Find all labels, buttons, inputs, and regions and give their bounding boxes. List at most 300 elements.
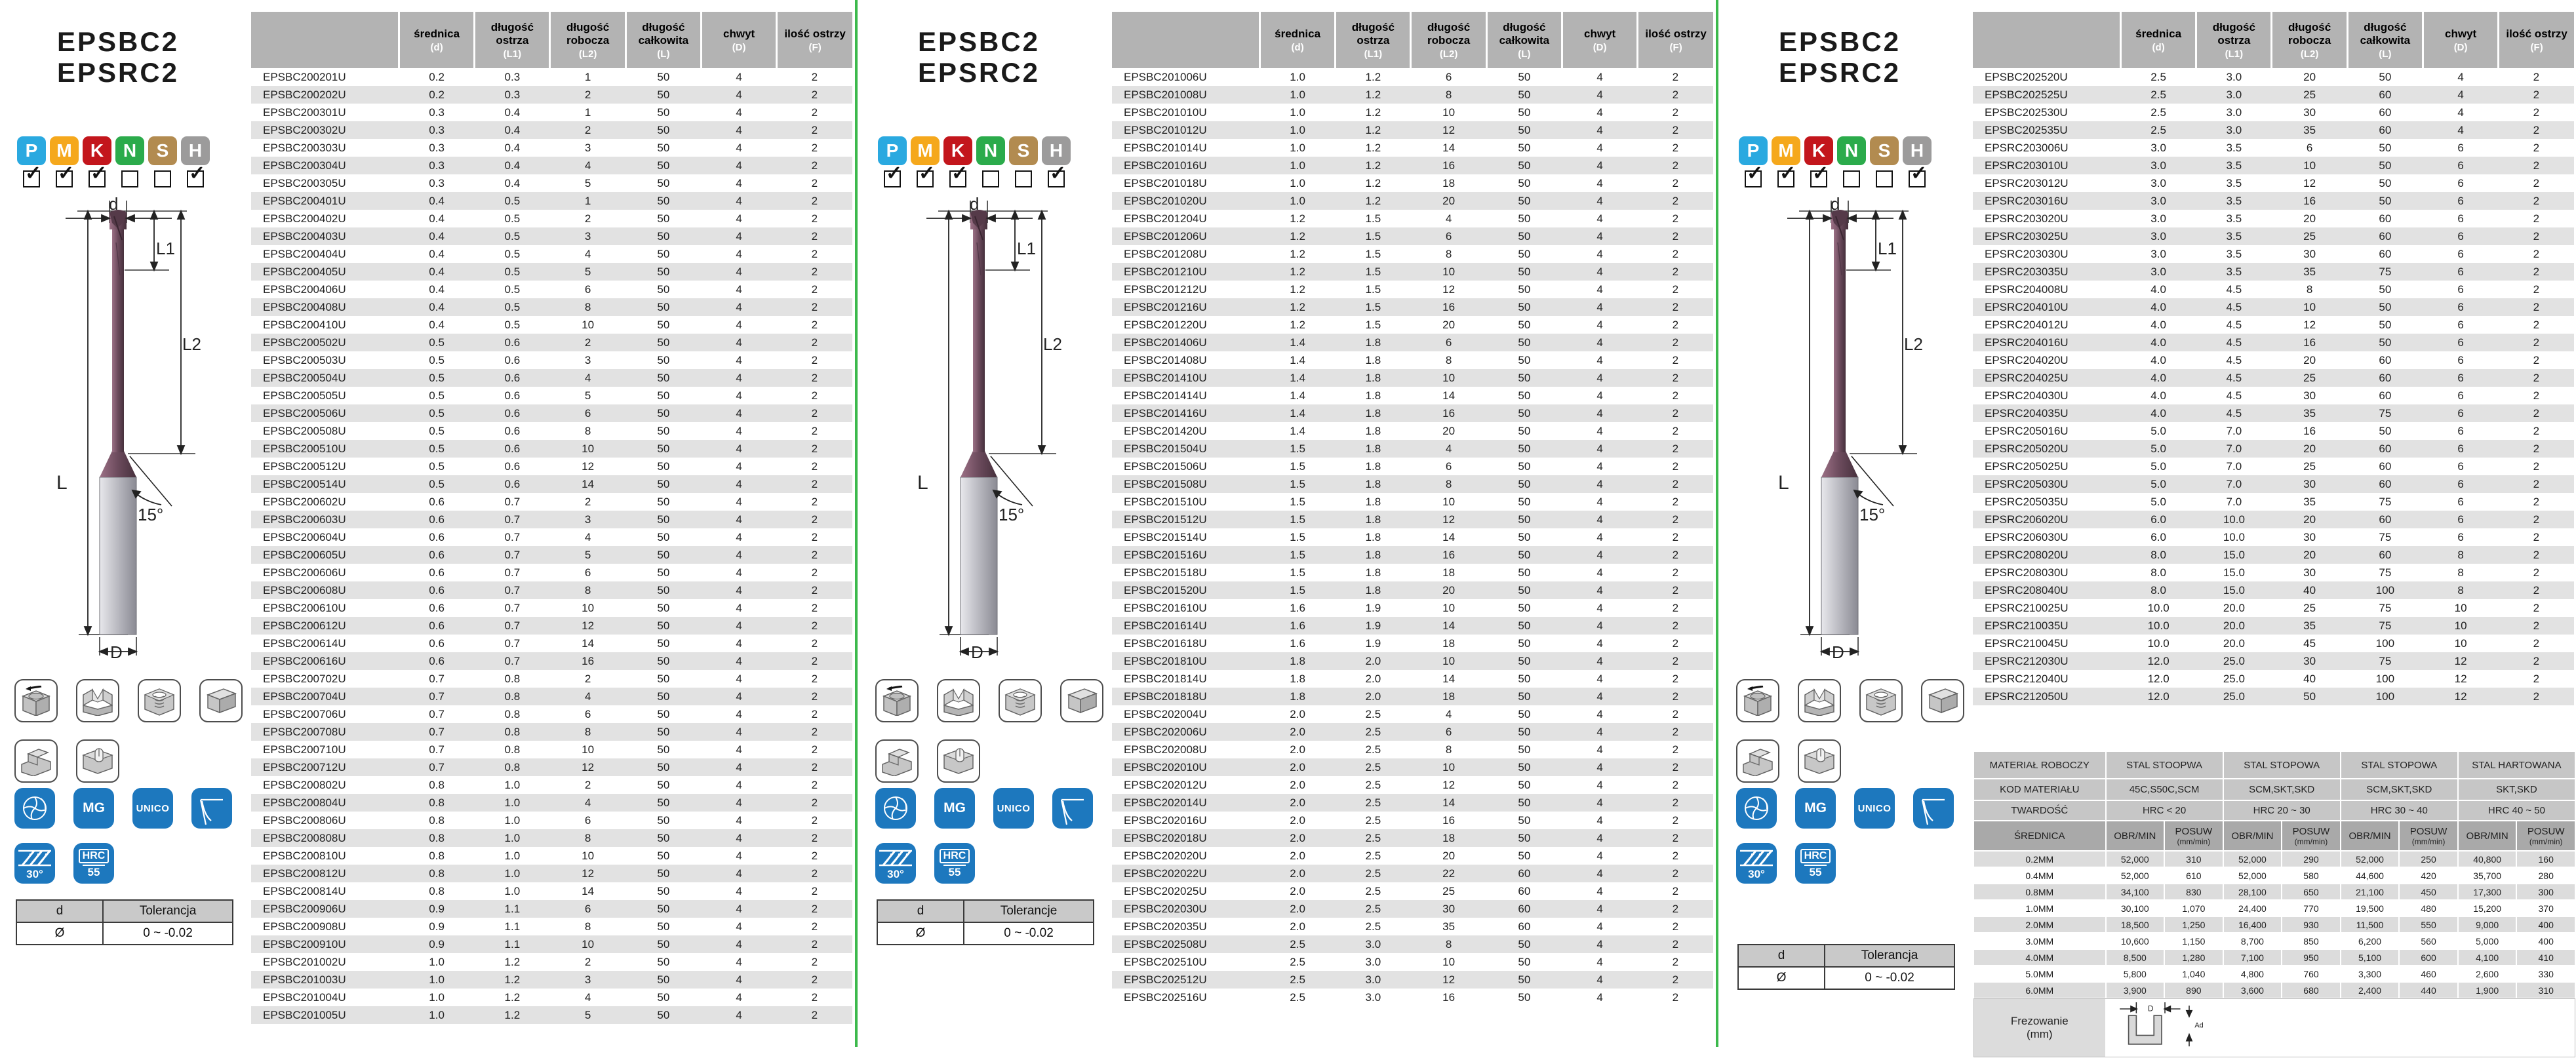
table-row: [1973, 581, 2574, 599]
part-number-cell: EPSBC201018U: [1124, 176, 1207, 189]
value-cell: 2: [2533, 229, 2540, 243]
value-cell: 4.0: [2150, 406, 2166, 420]
value-cell: 4: [1596, 672, 1603, 685]
part-number-cell: EPSBC200202U: [263, 88, 346, 101]
table-row: [1112, 900, 1713, 918]
value-cell: 8: [2306, 283, 2313, 296]
value-cell: 2.5: [1365, 813, 1381, 827]
value-cell: 480: [2421, 903, 2436, 914]
value-cell: 50: [2379, 424, 2392, 437]
value-cell: 2: [1672, 194, 1679, 207]
value-cell: 0.7: [504, 566, 521, 579]
value-cell: 1.2: [504, 973, 521, 986]
value-cell: 8: [584, 424, 591, 437]
value-cell: 300: [2517, 884, 2575, 899]
material-h-checkbox: [1909, 163, 1928, 187]
value-cell: 10.0: [2147, 601, 2170, 614]
part-number-cell: EPSBC200403U: [263, 229, 346, 243]
value-cell: 0.6: [429, 513, 445, 526]
mg-carbide-icon: MG: [934, 788, 975, 829]
value-cell: 850: [2303, 935, 2319, 947]
value-cell: 2: [1672, 513, 1679, 526]
value-cell: 20: [1442, 194, 1456, 207]
value-cell: 30: [2303, 530, 2316, 543]
table-row: [1973, 493, 2574, 511]
value-cell: 50: [1518, 690, 1531, 703]
value-cell: 1.8: [1365, 460, 1381, 473]
table-row: [251, 404, 852, 422]
catalog-panel-3: [1722, 0, 2576, 1047]
iso-material-group: [17, 136, 210, 187]
material-p-checkbox: [1745, 163, 1764, 187]
table-row: [1112, 812, 1713, 829]
value-cell: 2: [811, 159, 818, 172]
value-cell: 50: [2379, 300, 2392, 313]
material-group-4: STAL HARTOWANA: [2459, 752, 2575, 778]
part-number-cell: 0.2MM: [1974, 852, 2105, 867]
value-cell: 4.5: [2226, 283, 2242, 296]
value-cell: 50: [657, 707, 670, 720]
value-cell: 6: [2457, 229, 2464, 243]
value-cell: 2: [1672, 937, 1679, 950]
value-cell: 2: [811, 601, 818, 614]
check-icon: ✓: [886, 163, 903, 184]
value-cell: 4: [1596, 141, 1603, 154]
value-cell: 0.6: [429, 548, 445, 561]
value-cell: 2: [2533, 318, 2540, 331]
value-cell: 2.0: [1290, 849, 1305, 862]
value-cell: 2: [811, 389, 818, 402]
value-cell: 2.0: [1290, 778, 1305, 791]
value-cell: 60: [2379, 106, 2392, 119]
value-cell: 28,100: [2224, 884, 2282, 899]
value-cell: 15.0: [2223, 583, 2245, 597]
value-cell: 50: [657, 389, 670, 402]
value-cell: 3: [584, 353, 591, 366]
value-cell: 1.2: [1290, 212, 1305, 225]
value-cell: 12: [582, 619, 595, 632]
value-cell: 2: [811, 212, 818, 225]
value-cell: 0.4: [429, 318, 445, 331]
value-cell: 50: [1518, 265, 1531, 278]
value-cell: 60: [2379, 460, 2392, 473]
value-cell: 5.0: [2150, 495, 2166, 508]
table-row: [1112, 617, 1713, 635]
value-cell: 50: [1518, 566, 1531, 579]
value-cell: 45: [2303, 637, 2316, 650]
col-working-length: długość robocza (L2): [2272, 12, 2347, 68]
step-milling-icon: [1736, 739, 1779, 783]
table-row: [251, 564, 852, 581]
value-cell: 2.0: [1290, 813, 1305, 827]
hrc55-icon: HRC 55: [1795, 843, 1836, 884]
table-row: [1112, 776, 1713, 794]
value-cell: 50: [1518, 707, 1531, 720]
table-row: [1112, 493, 1713, 511]
value-cell: 4: [736, 106, 742, 119]
part-number-cell: EPSBC202006U: [1124, 725, 1207, 738]
value-cell: 3.0: [2150, 247, 2166, 260]
value-cell: 0.4: [429, 247, 445, 260]
helical-milling-icon: [999, 679, 1042, 722]
value-cell: 35,700: [2473, 870, 2502, 881]
value-cell: 50: [657, 88, 670, 101]
value-cell: 3.5: [2226, 212, 2242, 225]
value-cell: 50: [657, 530, 670, 543]
part-number-cell: EPSBC200605U: [263, 548, 346, 561]
value-cell: 4: [1596, 247, 1603, 260]
value-cell: 4: [736, 336, 742, 349]
value-cell: 600: [2400, 950, 2457, 965]
part-number-cell: EPSBC201506U: [1124, 460, 1207, 473]
value-cell: 1.4: [1290, 406, 1305, 420]
part-number-cell: EPSBC200704U: [263, 690, 346, 703]
part-number-cell: 1.0MM: [2025, 903, 2054, 914]
material-k-checkbox: [1810, 163, 1829, 187]
value-cell: 3: [584, 229, 591, 243]
value-cell: 2: [2533, 247, 2540, 260]
code-group-1: 45C,S50C,SCM: [2107, 779, 2223, 800]
value-cell: 460: [2421, 968, 2436, 979]
table-row: [1112, 104, 1713, 121]
value-cell: 2: [1672, 106, 1679, 119]
value-cell: 1.4: [1290, 389, 1305, 402]
value-cell: 2: [1672, 212, 1679, 225]
value-cell: 6: [2457, 300, 2464, 313]
value-cell: 0.6: [429, 637, 445, 650]
value-cell: 50: [1518, 442, 1531, 455]
series-name-epsbc2: EPSBC2: [56, 26, 180, 57]
value-cell: 16: [1442, 159, 1456, 172]
table-row: [1973, 440, 2574, 458]
tolerance-sym: Ø: [877, 922, 964, 945]
value-cell: 2.5: [1290, 937, 1305, 950]
value-cell: 0.8: [429, 813, 445, 827]
value-cell: 50: [657, 955, 670, 968]
value-cell: 50: [1518, 460, 1531, 473]
value-cell: 7.0: [2226, 477, 2242, 490]
value-cell: 1.0: [1290, 176, 1305, 189]
value-cell: 2: [811, 123, 818, 136]
value-cell: 50: [657, 353, 670, 366]
value-cell: 1.2: [504, 955, 521, 968]
value-cell: 0.8: [504, 672, 521, 685]
table-row: [1112, 192, 1713, 210]
value-cell: 2: [811, 619, 818, 632]
pocket-milling-icon: [76, 739, 119, 783]
value-cell: 4: [736, 70, 742, 83]
value-cell: 50: [657, 477, 670, 490]
value-cell: 0.7: [429, 725, 445, 738]
col-edge-length: długość ostrza (L1): [475, 12, 550, 68]
table-row: [251, 192, 852, 210]
value-cell: 0.8: [504, 707, 521, 720]
table-row: [1974, 966, 2575, 981]
value-cell: 4: [1596, 389, 1603, 402]
value-cell: 2: [811, 247, 818, 260]
value-cell: 1.9: [1365, 619, 1381, 632]
table-row: [1112, 546, 1713, 564]
part-number-cell: EPSRC204010U: [1985, 300, 2069, 313]
value-cell: 50: [657, 176, 670, 189]
value-cell: 1.8: [1365, 371, 1381, 384]
value-cell: 6: [2457, 406, 2464, 420]
table-row: [1112, 882, 1713, 900]
value-cell: 0.8: [429, 849, 445, 862]
value-cell: 50: [1518, 548, 1531, 561]
value-cell: 5: [584, 548, 591, 561]
diagram-d-label: D: [2147, 1004, 2153, 1013]
table-row: [251, 812, 852, 829]
value-cell: 75: [2379, 265, 2392, 278]
value-cell: 10: [2303, 159, 2316, 172]
value-cell: 60: [2379, 477, 2392, 490]
table-row: [251, 617, 852, 635]
material-k-icon: K: [83, 136, 111, 165]
value-cell: 2: [2533, 106, 2540, 119]
value-cell: 8.0: [2150, 583, 2166, 597]
value-cell: 3.0: [2226, 88, 2242, 101]
part-number-cell: EPSBC200606U: [263, 566, 346, 579]
value-cell: 10: [2454, 601, 2467, 614]
value-cell: 450: [2400, 884, 2457, 899]
value-cell: 50: [657, 743, 670, 756]
value-cell: 2: [2533, 566, 2540, 579]
value-cell: 560: [2421, 935, 2436, 947]
dim-label-angle: 15°: [1859, 505, 1886, 524]
value-cell: 16: [582, 654, 595, 667]
slot-milling-icon: [937, 679, 980, 722]
table-row: [251, 440, 852, 458]
part-number-cell: EPSBC201814U: [1124, 672, 1207, 685]
check-icon: ✓: [1779, 163, 1796, 184]
value-cell: 3: [584, 141, 591, 154]
value-cell: 2: [811, 229, 818, 243]
value-cell: 10: [1442, 495, 1456, 508]
part-number-cell: EPSRC205025U: [1985, 460, 2069, 473]
table-row: [251, 847, 852, 865]
value-cell: 50: [2379, 70, 2392, 83]
value-cell: 4: [736, 318, 742, 331]
table-row: [1112, 263, 1713, 281]
table-row: [1112, 404, 1713, 422]
value-cell: 50: [657, 265, 670, 278]
value-cell: 52,000: [2120, 870, 2149, 881]
value-cell: 1,280: [2165, 950, 2223, 965]
value-cell: 2: [1672, 778, 1679, 791]
value-cell: 1.5: [1290, 513, 1305, 526]
value-cell: 4.5: [2226, 406, 2242, 420]
part-number-cell: EPSRC210025U: [1985, 601, 2069, 614]
value-cell: 1.0: [1290, 159, 1305, 172]
value-cell: 2.5: [1365, 796, 1381, 809]
value-cell: 1.2: [1290, 265, 1305, 278]
value-cell: 0.8: [504, 760, 521, 774]
table-row: [1973, 121, 2574, 139]
table-row: [251, 652, 852, 670]
value-cell: 25.0: [2223, 690, 2245, 703]
table-row: [251, 865, 852, 882]
value-cell: 18: [1442, 176, 1456, 189]
tolerance-table: [1737, 944, 1955, 990]
value-cell: 2: [1672, 123, 1679, 136]
value-cell: 0.6: [504, 336, 521, 349]
info-column: [0, 0, 251, 1047]
value-cell: 5: [584, 265, 591, 278]
value-cell: 0.6: [429, 530, 445, 543]
value-cell: 75: [2379, 654, 2392, 667]
value-cell: 50: [657, 424, 670, 437]
tolerance-table: [877, 899, 1094, 945]
table-row: [1112, 475, 1713, 493]
value-cell: 50: [657, 849, 670, 862]
value-cell: 50: [657, 123, 670, 136]
value-cell: 4: [1445, 442, 1452, 455]
value-cell: 4: [1596, 70, 1603, 83]
value-cell: 2: [2533, 389, 2540, 402]
value-cell: 2: [811, 442, 818, 455]
part-number-cell: EPSRC204035U: [1985, 406, 2069, 420]
value-cell: 2: [584, 88, 591, 101]
part-number-cell: EPSRC208030U: [1985, 566, 2069, 579]
dim-label-l: L: [917, 472, 928, 494]
value-cell: 14: [1442, 619, 1456, 632]
part-number-cell: EPSBC202535U: [1985, 123, 2068, 136]
value-cell: 2: [1672, 849, 1679, 862]
value-cell: 50: [2379, 336, 2392, 349]
value-cell: 2: [1672, 318, 1679, 331]
value-cell: 2.0: [1290, 902, 1305, 915]
value-cell: 4: [1596, 530, 1603, 543]
value-cell: 0.5: [429, 371, 445, 384]
table-row: [1112, 688, 1713, 705]
value-cell: 440: [2400, 983, 2457, 998]
value-cell: 18: [1442, 690, 1456, 703]
value-cell: 6: [2457, 141, 2464, 154]
value-cell: 8: [584, 725, 591, 738]
value-cell: 50: [657, 672, 670, 685]
value-cell: 0.6: [429, 619, 445, 632]
value-cell: 60: [1518, 902, 1531, 915]
value-cell: 40,800: [2459, 852, 2516, 867]
dim-label-l2: L2: [182, 334, 201, 354]
value-cell: 1.0: [504, 867, 521, 880]
value-cell: 950: [2282, 950, 2340, 965]
col-diameter: średnica (d): [1259, 12, 1335, 68]
iso-material-group: [878, 136, 1071, 187]
value-cell: 14: [1442, 389, 1456, 402]
table-row: [251, 776, 852, 794]
table-row: [1973, 475, 2574, 493]
value-cell: 0.6: [504, 424, 521, 437]
table-row: [251, 581, 852, 599]
value-cell: 2: [1672, 88, 1679, 101]
part-number-cell: EPSRC204025U: [1985, 371, 2069, 384]
part-number-cell: EPSBC200616U: [263, 654, 346, 667]
value-cell: 7.0: [2226, 460, 2242, 473]
value-cell: 50: [1518, 955, 1531, 968]
value-cell: 4: [1596, 283, 1603, 296]
value-cell: 580: [2303, 870, 2319, 881]
value-cell: 2: [1672, 176, 1679, 189]
corner-profile-icon: [1052, 788, 1093, 829]
value-cell: 1.8: [1365, 389, 1381, 402]
value-cell: 2: [1672, 690, 1679, 703]
value-cell: 2: [1672, 902, 1679, 915]
value-cell: 6: [2457, 460, 2464, 473]
side-milling-icon: [199, 679, 243, 722]
part-number-cell: EPSBC200408U: [263, 300, 346, 313]
part-number-cell: EPSBC200702U: [263, 672, 346, 685]
value-cell: 50: [657, 725, 670, 738]
pocket-milling-icon: [937, 739, 980, 783]
value-cell: 4: [1596, 424, 1603, 437]
part-number-cell: EPSRC204016U: [1985, 336, 2069, 349]
value-cell: 14: [1442, 141, 1456, 154]
value-cell: 4: [1596, 619, 1603, 632]
value-cell: 50: [1518, 70, 1531, 83]
value-cell: 12: [2454, 654, 2467, 667]
value-cell: 1.2: [1365, 70, 1381, 83]
feed-header: POSUW (mm/min): [2517, 821, 2575, 850]
value-cell: 16,400: [2224, 917, 2282, 932]
part-number-cell: EPSBC200712U: [263, 760, 346, 774]
value-cell: 760: [2303, 968, 2319, 979]
value-cell: 3,600: [2224, 983, 2282, 998]
value-cell: 4: [736, 672, 742, 685]
value-cell: 1.0: [1290, 141, 1305, 154]
material-row: [1974, 752, 2575, 778]
spec-table: [251, 12, 852, 1024]
value-cell: 3.0: [2150, 176, 2166, 189]
value-cell: 18: [1442, 566, 1456, 579]
part-number-cell: EPSBC200608U: [263, 583, 346, 597]
endmill-section-icon: [1736, 788, 1777, 829]
table-row: [1112, 316, 1713, 334]
part-number-cell: EPSBC201610U: [1124, 601, 1207, 614]
table-row: [1973, 652, 2574, 670]
value-cell: 6: [584, 406, 591, 420]
value-cell: 4: [2457, 106, 2464, 119]
table-row: [1973, 511, 2574, 528]
value-cell: 4: [584, 159, 591, 172]
material-m-icon: M: [1772, 136, 1800, 165]
part-number-cell: EPSBC200303U: [263, 141, 346, 154]
value-cell: 2: [1672, 141, 1679, 154]
value-cell: 16: [2303, 336, 2316, 349]
value-cell: 60: [1518, 867, 1531, 880]
table-row: [1112, 351, 1713, 369]
part-number-cell: EPSBC200810U: [263, 849, 346, 862]
part-number-cell: EPSBC202008U: [1124, 743, 1207, 756]
part-number-cell: EPSBC200505U: [263, 389, 346, 402]
part-number-cell: EPSBC202025U: [1124, 884, 1207, 897]
value-cell: 0.5: [504, 194, 521, 207]
part-number-cell: EPSBC201216U: [1124, 300, 1207, 313]
part-number-cell: EPSBC201008U: [1124, 88, 1207, 101]
value-cell: 12: [582, 867, 595, 880]
value-cell: 60: [2379, 212, 2392, 225]
value-cell: 22: [1442, 867, 1456, 880]
part-number-cell: EPSBC201006U: [1124, 70, 1207, 83]
table-row: [1112, 334, 1713, 351]
code-group-4: SKT,SKD: [2459, 779, 2575, 800]
value-cell: 50: [1518, 212, 1531, 225]
value-cell: 1.8: [1365, 548, 1381, 561]
material-code-row: [1974, 779, 2575, 800]
slot-milling-icon: [1798, 679, 1841, 722]
value-cell: 1.5: [1365, 300, 1381, 313]
